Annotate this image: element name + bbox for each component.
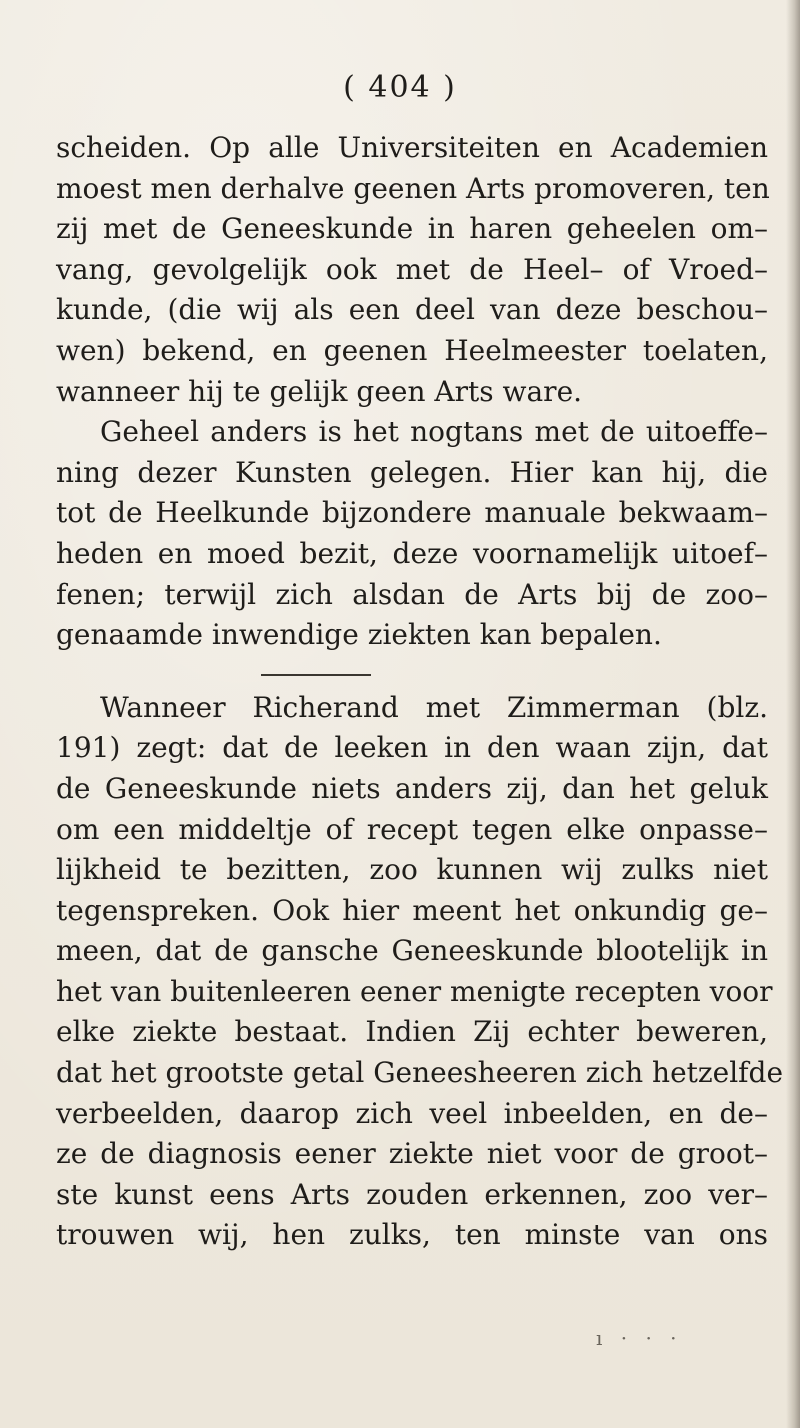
section-divider (56, 656, 768, 688)
text-line: 191) zegt: dat de leeken in den waan zijn, dat (56, 731, 768, 765)
text-line: wen) bekend, en geenen Heelmeester toelaten, (56, 333, 768, 367)
text-line: Geheel anders is het nogtans met de uitoeffe– (100, 415, 768, 449)
text-line: ste kunst eens Arts zouden erkennen, zoo ver– (56, 1177, 768, 1211)
text-line: dat het grootste getal Geneesheeren zich hetzelfde (56, 1056, 784, 1090)
paragraph-2 (56, 412, 768, 656)
paragraph-1 (56, 128, 768, 412)
text-line: verbeelden, daarop zich veel inbeelden, en de– (56, 1096, 768, 1130)
text-line: elke ziekte bestaat. Indien Zij echter beweren, (56, 1015, 768, 1049)
text-line: scheiden. Op alle Universiteiten en Academien (56, 131, 768, 164)
text-line: om een middeltje of recept tegen elke onpasse– (56, 812, 768, 846)
catchword-mark: ı · · · (596, 1326, 683, 1350)
text-line: moest men derhalve geenen Arts promoveren, ten (56, 171, 770, 205)
text-line: het van buitenleeren eener menigte recepten voor (56, 974, 773, 1008)
text-line: wanneer hij te gelijk geen Arts ware. (56, 374, 583, 408)
text-line: Wanneer Richerand met Zimmerman (blz. (100, 690, 768, 724)
text-line: vang, gevolgelijk ook met de Heel– of Vroed– (56, 252, 768, 286)
text-line: ning dezer Kunsten gelegen. Hier kan hij, die (56, 455, 768, 489)
page-number: ( 404 ) (343, 70, 457, 105)
text-line: tegenspreken. Ook hier meent het onkundig ge– (56, 893, 768, 927)
text-line: lijkheid te bezitten, zoo kunnen wij zulks niet (56, 853, 768, 887)
paragraph-3 (56, 688, 784, 1256)
divider-rule (261, 674, 371, 676)
text-line: heden en moed bezit, deze voornamelijk uitoef– (56, 536, 768, 570)
text-line: ze de diagnosis eener ziekte niet voor de groot– (56, 1137, 768, 1171)
text-line: zij met de Geneeskunde in haren geheelen om– (56, 212, 768, 246)
text-line: fenen; terwijl zich alsdan de Arts bij de zoo– (56, 577, 768, 611)
text-line: de Geneeskunde niets anders zij, dan het geluk (56, 771, 768, 805)
text-line: tot de Heelkunde bijzondere manuale bekwaam– (56, 496, 768, 530)
text-line: genaamde inwendige ziekten kan bepalen. (56, 618, 662, 652)
text-line: trouwen wij, hen zulks, ten minste van ons (56, 1218, 768, 1252)
text-line: meen, dat de gansche Geneeskunde blootelijk in (56, 934, 768, 968)
page-edge-shadow (786, 0, 800, 1428)
text-line: kunde, (die wij als een deel van deze beschou– (56, 293, 768, 327)
body-text (56, 128, 784, 1256)
